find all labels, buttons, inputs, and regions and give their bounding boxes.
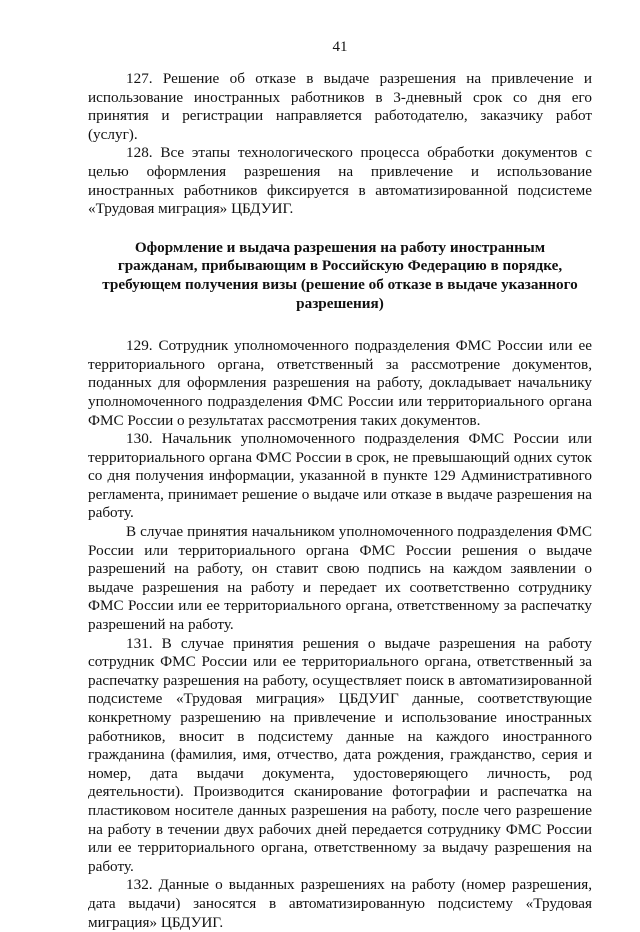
section-heading-line: требующем получения визы (решение об отказе в выдаче указанного xyxy=(102,275,578,293)
paragraph-130: 130. Начальник уполномоченного подразделения ФМС России или территориального органа ФМС России в срок, не превышающий одних суток со дня получения информации, указанной в пункте 129 Административного регламента, принимает решение о выдаче или отказе в выдаче разрешения на работу. xyxy=(88,430,592,522)
section-heading-line: гражданам, прибывающим в Российскую Федерацию в порядке, xyxy=(117,257,563,275)
section-heading-line: Оформление и выдача разрешения на работу иностранным xyxy=(134,238,546,256)
paragraph-130-continued: В случае принятия начальником уполномоченного подразделения ФМС России или территориального органа ФМС России решения о выдаче разрешений на работу, он ставит свою подпись на каждом заявлении о выдаче разрешения на работу и передает их соответственно сотруднику ФМС России или ее территориального органа, ответственному за распечатку разрешений на работу. xyxy=(88,523,592,634)
paragraph-129: 129. Сотрудник уполномоченного подразделения ФМС России или ее территориального органа, ответственный за рассмотрение документов, поданных для оформления разрешения на работу, докладывает начальнику уполномоченного подразделения ФМС России или территориального органа ФМС России о результатах рассмотрения таких документов. xyxy=(88,337,592,429)
document-page xyxy=(88,38,592,932)
section-heading xyxy=(88,239,592,313)
paragraph-128: 128. Все этапы технологического процесса обработки документов с целью оформления разрешения на привлечение и использование иностранных работников фиксируется в автоматизированной подсистеме «Трудовая миграция» ЦБДУИГ. xyxy=(88,144,592,218)
section-heading-line: разрешения) xyxy=(296,294,384,312)
paragraph-127: 127. Решение об отказе в выдаче разрешения на привлечение и использование иностранных работников в 3-дневный срок со дня его принятия и регистрации направляется работодателю, заказчику работ (услуг). xyxy=(88,70,592,143)
page-number: 41 xyxy=(332,39,348,55)
paragraph-131: 131. В случае принятия решения о выдаче разрешения на работу сотрудник ФМС России или ее территориального органа, ответственный за распечатку разрешения на работу, осуществляет поиск в автоматизированной подсистеме «Трудовая миграция» ЦБДУИГ данные, соответствующие конкретному разрешению на привлечение и использование иностранных работников, вносит в подсистему данные на каждого иностранного гражданина (фамилия, имя, отчество, дата рождения, гражданство, серия и номер, дата выдачи документа, удостоверяющего личность, род деятельности). Производится сканирование фотографии и распечатка на пластиковом носителе данных разрешения на работу, после чего разрешение на работу в течении двух рабочих дней передается сотруднику ФМС России или ее территориального органа, ответственному за выдачу разрешения на работу. xyxy=(88,634,592,875)
paragraph-132: 132. Данные о выданных разрешениях на работу (номер разрешения, дата выдачи) заносятся в автоматизированную подсистему «Трудовая миграция» ЦБДУИГ. xyxy=(88,876,592,931)
